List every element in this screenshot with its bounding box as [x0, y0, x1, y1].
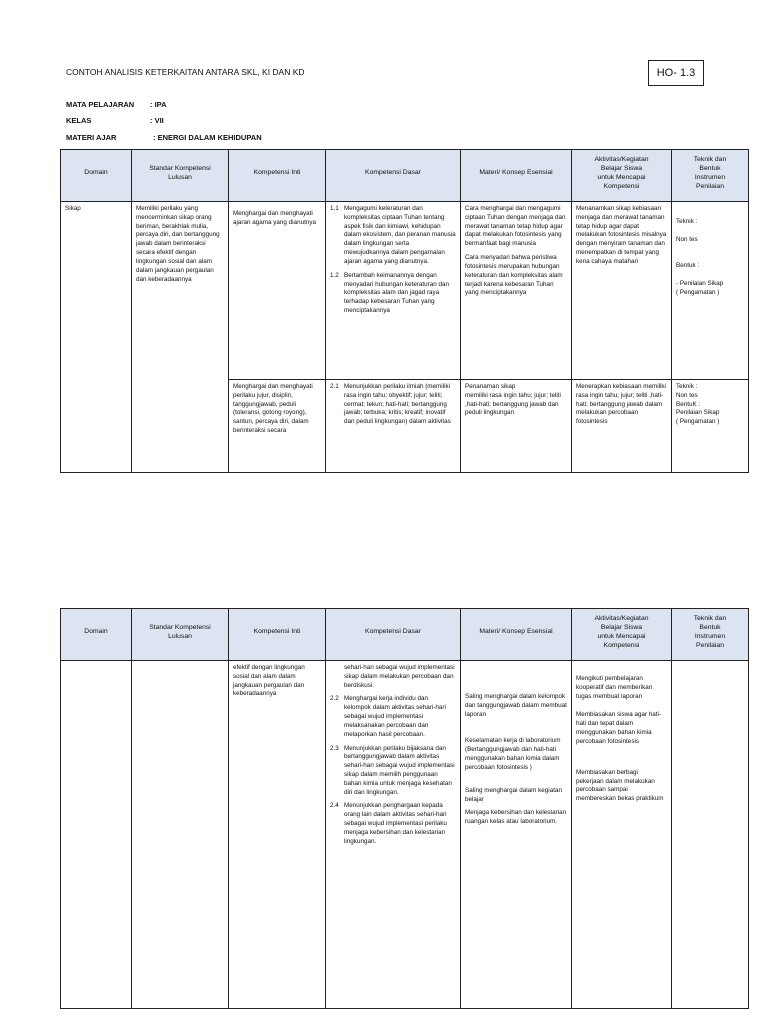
kd-cell [326, 661, 461, 1009]
header-skl: Standar Kompetensi Lulusan [132, 609, 229, 661]
kd-item: 2.1 Menunjukkan perilaku ilmiah (memiliki rasa ingin tahu; obyektif; jujur; teliti; cermat; tekun; hati-hati; bertanggung jawab; terbuka; kritis; kreatif; inovatif dan peduli lingkungan) dalam aktivitas [330, 383, 451, 426]
header-kd: Kompetensi Dasar [326, 609, 461, 661]
header-domain: Domain [61, 150, 132, 202]
meta-subject [66, 100, 167, 109]
meta-key: KELAS [66, 116, 92, 125]
meta-key: MATERI AJAR [66, 133, 117, 142]
kd-item: 1.2 Bertambah keimanannya dengan menyadari hubungan keteraturan dan kompleksitas alam dan jagad raya terhadap kebesaran Tuhan yang menciptakannya [330, 271, 450, 314]
header-domain: Domain [61, 609, 132, 661]
teknik-cell: Teknik : Non tes BentuK : Penilaian Sikap ( Pengamatan ) [672, 380, 749, 473]
skl-cell [132, 661, 229, 1009]
ki-cell: efektif dengan lingkungan sosial dan alam dalam jangkauan pergaulan dan keberadaannya [229, 661, 326, 1009]
kd-item: sehari-hari sebagai wujud implementasi sikap dalam melakukan percobaan dan berdiskusi. [344, 664, 455, 689]
document-title: CONTOH ANALISIS KETERKAITAN ANTARA SKL, KI DAN KD [66, 67, 305, 77]
ki-cell: Menghargai dan menghayati perilaku jujur, disiplin, tanggungjawab, peduli (toleransi, gotong royong), santun, percaya diri, dalam berinteraksi secara [229, 380, 326, 473]
aktivitas-cell: Mengikuti pembelajaran kooperatif dan memberikan tugas membuat laporan Membiasakan siswa agar hati-hati dan tepat dalam menggunakan bahan kimia percobaan fotosintesis Membiasakan berbagi pekerjaan dalam melakukan percobaan sampai membereskan bekas praktikum [572, 661, 672, 1009]
analysis-table-page2 [60, 608, 749, 1009]
header-row [61, 609, 749, 661]
header-teknik: Teknik dan Bentuk Instrumen Penilaian [672, 150, 749, 202]
meta-value: : IPA [150, 100, 167, 109]
table-row [61, 202, 749, 380]
aktivitas-cell: Menerapkan kebiasaan memiliki rasa ingin tahu; jujur; teliti ,hati-hati; bertanggung jawab dalam melakukan percobaan fotosintesis [572, 380, 672, 473]
header-teknik: Teknik dan Bentuk Instrumen Penilaian [672, 609, 749, 661]
table-row [61, 661, 749, 1009]
kd-cell [326, 202, 461, 380]
domain-cell: Sikap [61, 202, 132, 473]
kd-cell [326, 380, 461, 473]
meta-material [66, 133, 262, 142]
meta-value: : VII [150, 116, 164, 125]
header-aktivitas: Aktivitas/Kegiatan Belajar Siswa untuk Mencapai Kompetensi [572, 609, 672, 661]
header-materi: Materi/ Konsep Esensial [461, 150, 572, 202]
ki-cell: Menghargai dan menghayati ajaran agama yang dianutnya [229, 202, 326, 380]
meta-key: MATA PELAJARAN [66, 100, 135, 109]
materi-cell: Saling menghargai dalam kelompok dan tanggungjawab dalam membuat laporan Keselamatan kerja di laboratorium (Bertanggungjawab dan hati-hati menggunakan bahan kimia dalam percobaan fotosintesis ) Saling menghargai dalam kegiatan belajar Menjaga kebersihan dan kelestarian ruangan kelas atau laboratorium. [461, 661, 572, 1009]
materi-cell: Cara menghargai dan mengagumi ciptaan Tuhan dengan menjaga dan merawat tanaman tetap hidup agar dapat melakukan fotosintesis yang bermanfaat bagi manusia Cara menyadari bahwa peristiwa fotosintesis merupakan hubungan keteraturan dan kompleksitas alam terjadi karena kebesaran Tuhan yang menciptakannya [461, 202, 572, 380]
meta-class [66, 116, 164, 125]
materi-cell: Penanaman sikap memiliki rasa ingin tahu; jujur; teliti ,hati-hati; bertanggung jawab dan peduli lingkungan [461, 380, 572, 473]
header-ki: Kompetensi Inti [229, 609, 326, 661]
skl-cell: Memiliki perilaku yang mencerminkan sikap orang beriman, berakhlak mulia, percaya diri, dan bertanggung jawab dalam berinteraksi secara efektif dengan lingkungan sosial dan alam dalam jangkauan pergaulan dan keberadaannya [132, 202, 229, 473]
kd-item: 1.1 Mengagumi keteraturan dan kompleksitas ciptaan Tuhan tentang aspek fisik dan kimiawi, kehidupan dalam ekosistem, dan peranan manusia dalam lingkungan serta mewujudkannya dalam pengamalan ajaran agama yang dianutnya. [330, 205, 456, 265]
header-aktivitas: Aktivitas/Kegiatan Belajar Siswa untuk Mencapai Kompetensi [572, 150, 672, 202]
aktivitas-cell: Menanamkan sikap kebiasaan menjaga dan merawat tanaman tetap hidup agar dapat melakukan fotosintesis misalnya dengan menyiram tanaman dan menempatkan di tempat yang kena cahaya matahari [572, 202, 672, 380]
kd-item: 2.3 Menunjukkan perilaku bijaksana dan bertanggungjawab dalam aktivitas sehari-hari sebagai wujud implementasi sikap dalam memilih penggunaan bahan kimia untuk menjaga kesehatan diri dan lingkungan. [330, 744, 455, 796]
kd-item: 2.4 Menunjukkan penghargaan kepada orang lain dalam aktivitas sehari-hari sebagai wujud implementasi perilaku menjaga kebersihan dan kelestarian lingkungan. [330, 802, 447, 845]
document-code-box: HO- 1.3 [648, 60, 704, 86]
meta-value: : ENERGI DALAM KEHIDUPAN [153, 133, 262, 142]
domain-cell [61, 661, 132, 1009]
teknik-cell [672, 661, 749, 1009]
teknik-cell: Teknik : Non tes Bentuk : - Penilaian Sikap ( Pengamatan ) [672, 202, 749, 380]
header-materi: Materi/ Konsep Esensial [461, 609, 572, 661]
header-row [61, 150, 749, 202]
header-ki: Kompetensi Inti [229, 150, 326, 202]
header-kd: Kompetensi Dasar [326, 150, 461, 202]
kd-item: 2.2 Menghargai kerja individu dan kelompok dalam aktivitas sehari-hari sebagai wujud implementasi melaksanakan percobaan dan melaporkan hasil percobaan. [330, 695, 446, 738]
analysis-table-page1 [60, 149, 749, 473]
header-skl: Standar Kompetensi Lulusan [132, 150, 229, 202]
